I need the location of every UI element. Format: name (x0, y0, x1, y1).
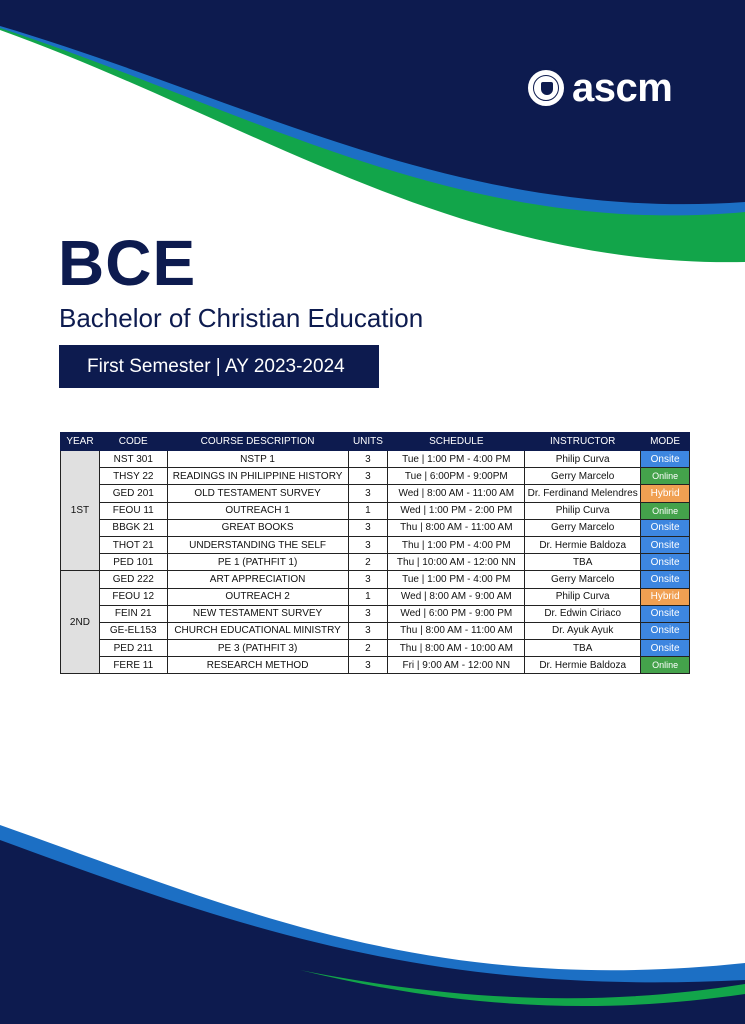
course-instructor: TBA (525, 640, 641, 657)
course-schedule: Wed | 8:00 AM - 11:00 AM (388, 485, 525, 502)
course-code: THOT 21 (99, 536, 167, 553)
course-schedule: Thu | 8:00 AM - 11:00 AM (388, 519, 525, 536)
course-mode: Onsite (641, 554, 690, 571)
table-row (61, 468, 690, 485)
course-schedule: Tue | 6:00PM - 9:00PM (388, 468, 525, 485)
course-code: NST 301 (99, 451, 167, 468)
course-instructor: Dr. Ayuk Ayuk (525, 622, 641, 639)
header-schedule: SCHEDULE (388, 433, 525, 451)
course-code: FEIN 21 (99, 605, 167, 622)
table-body (61, 451, 690, 674)
course-schedule: Wed | 1:00 PM - 2:00 PM (388, 502, 525, 519)
table-row (61, 640, 690, 657)
table-row (61, 502, 690, 519)
course-schedule: Tue | 1:00 PM - 4:00 PM (388, 571, 525, 588)
table-row (61, 622, 690, 639)
course-mode: Hybrid (641, 588, 690, 605)
course-description: ART APPRECIATION (167, 571, 348, 588)
course-instructor: Dr. Ferdinand Melendres (525, 485, 641, 502)
course-units: 3 (348, 468, 388, 485)
course-schedule: Wed | 6:00 PM - 9:00 PM (388, 605, 525, 622)
course-code: THSY 22 (99, 468, 167, 485)
course-code: PED 211 (99, 640, 167, 657)
course-description: NEW TESTAMENT SURVEY (167, 605, 348, 622)
course-schedule: Tue | 1:00 PM - 4:00 PM (388, 451, 525, 468)
course-code: GED 222 (99, 571, 167, 588)
course-schedule: Wed | 8:00 AM - 9:00 AM (388, 588, 525, 605)
course-schedule: Thu | 1:00 PM - 4:00 PM (388, 536, 525, 553)
course-code: FEOU 12 (99, 588, 167, 605)
course-units: 2 (348, 554, 388, 571)
table-row (61, 588, 690, 605)
course-schedule: Thu | 8:00 AM - 11:00 AM (388, 622, 525, 639)
course-mode: Online (641, 468, 690, 485)
header-year: YEAR (61, 433, 100, 451)
course-code: PED 101 (99, 554, 167, 571)
header-code: CODE (99, 433, 167, 451)
program-full-name: Bachelor of Christian Education (59, 303, 424, 333)
footer-wave-graphic (0, 800, 745, 1024)
course-instructor: Philip Curva (525, 588, 641, 605)
course-units: 3 (348, 536, 388, 553)
table-header-row (61, 433, 690, 451)
course-units: 3 (348, 622, 388, 639)
semester-banner: First Semester | AY 2023-2024 (59, 345, 379, 388)
course-units: 3 (348, 451, 388, 468)
course-schedule: Thu | 8:00 AM - 10:00 AM (388, 640, 525, 657)
brand-logo (526, 68, 672, 108)
course-instructor: Philip Curva (525, 502, 641, 519)
course-code: GE-EL153 (99, 622, 167, 639)
course-instructor: Dr. Edwin Ciriaco (525, 605, 641, 622)
header-instructor: INSTRUCTOR (525, 433, 641, 451)
course-mode: Onsite (641, 536, 690, 553)
table-row (61, 571, 690, 588)
course-mode: Onsite (641, 640, 690, 657)
course-schedule: Fri | 9:00 AM - 12:00 NN (388, 657, 525, 674)
course-instructor: Gerry Marcelo (525, 571, 641, 588)
course-description: PE 1 (PATHFIT 1) (167, 554, 348, 571)
course-description: UNDERSTANDING THE SELF (167, 536, 348, 553)
course-mode: Onsite (641, 519, 690, 536)
table-row (61, 554, 690, 571)
course-code: FEOU 11 (99, 502, 167, 519)
course-mode: Onsite (641, 605, 690, 622)
course-units: 3 (348, 485, 388, 502)
course-units: 1 (348, 588, 388, 605)
school-seal-icon (526, 68, 566, 108)
table-row (61, 519, 690, 536)
course-instructor: Dr. Hermie Baldoza (525, 657, 641, 674)
course-instructor: TBA (525, 554, 641, 571)
course-code: BBGK 21 (99, 519, 167, 536)
course-code: FERE 11 (99, 657, 167, 674)
course-schedule: Thu | 10:00 AM - 12:00 NN (388, 554, 525, 571)
course-instructor: Dr. Hermie Baldoza (525, 536, 641, 553)
course-description: READINGS IN PHILIPPINE HISTORY (167, 468, 348, 485)
table-row (61, 536, 690, 553)
course-units: 3 (348, 605, 388, 622)
course-description: OUTREACH 1 (167, 502, 348, 519)
course-units: 3 (348, 657, 388, 674)
course-units: 1 (348, 502, 388, 519)
course-description: CHURCH EDUCATIONAL MINISTRY (167, 622, 348, 639)
course-mode: Onsite (641, 622, 690, 639)
course-description: PE 3 (PATHFIT 3) (167, 640, 348, 657)
table-row (61, 657, 690, 674)
course-code: GED 201 (99, 485, 167, 502)
schedule-table (60, 432, 690, 674)
table-row (61, 485, 690, 502)
course-description: GREAT BOOKS (167, 519, 348, 536)
course-mode: Online (641, 502, 690, 519)
year-level-cell: 2ND (61, 571, 100, 674)
course-mode: Online (641, 657, 690, 674)
year-level-cell: 1ST (61, 451, 100, 571)
table-row (61, 605, 690, 622)
course-mode: Onsite (641, 571, 690, 588)
course-mode: Hybrid (641, 485, 690, 502)
course-units: 2 (348, 640, 388, 657)
header-mode: MODE (641, 433, 690, 451)
header-units: UNITS (348, 433, 388, 451)
table-row (61, 451, 690, 468)
course-instructor: Philip Curva (525, 451, 641, 468)
header-course-description: COURSE DESCRIPTION (167, 433, 348, 451)
course-description: OLD TESTAMENT SURVEY (167, 485, 348, 502)
course-description: NSTP 1 (167, 451, 348, 468)
course-units: 3 (348, 571, 388, 588)
course-mode: Onsite (641, 451, 690, 468)
course-instructor: Gerry Marcelo (525, 519, 641, 536)
course-description: RESEARCH METHOD (167, 657, 348, 674)
course-instructor: Gerry Marcelo (525, 468, 641, 485)
logo-text: ascm (572, 66, 673, 110)
course-units: 3 (348, 519, 388, 536)
course-description: OUTREACH 2 (167, 588, 348, 605)
program-abbreviation: BCE (58, 227, 197, 299)
